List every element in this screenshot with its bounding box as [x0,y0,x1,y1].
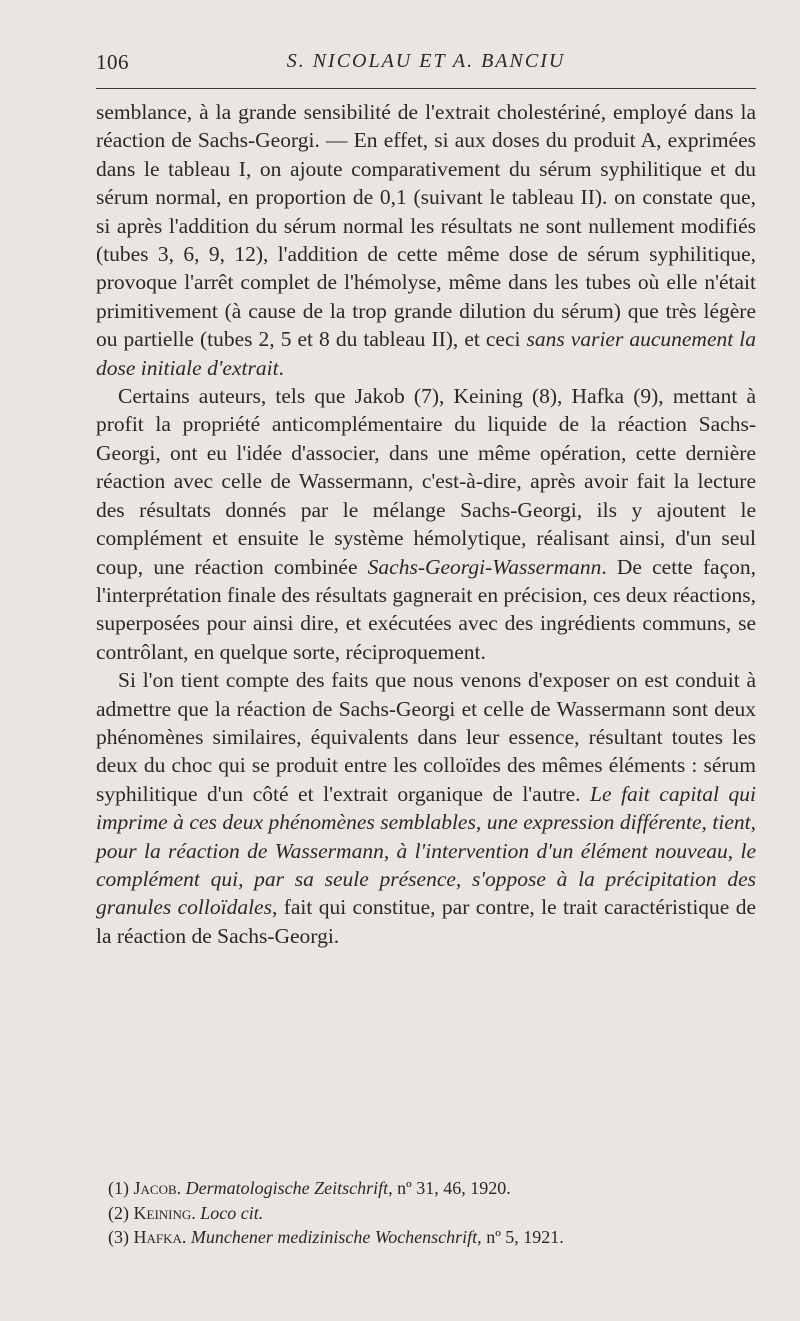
page-header [96,50,756,84]
running-head: S. NICOLAU ET A. BANCIU [286,50,566,72]
page-number: 106 [96,50,129,74]
footnote-title: Loco cit. [200,1202,264,1223]
footnote-3: (3) Hafka. Munchener medizinische Wochenschrift, nº 5, 1921. [108,1227,564,1247]
footnote-title: Dermatologische Zeitschrift, [185,1178,393,1198]
footnote-title: Munchener medizinische Wochenschrift, [190,1227,482,1247]
footnote-author: Keining. [133,1202,196,1223]
emphasis: Le fait capital qui imprime à ces deux phénomènes semblables, une expression différente, tient, pour la réaction de Wassermann, à l'intervention d'un élément nouveau, le complément qui, par sa seule présence, s'oppose à la précipitation des granules colloïdales [96,781,756,920]
emphasis: sans varier aucunement la dose initiale d'extrait [96,327,756,380]
footnote-1: (1) Jacob. Dermatologische Zeitschrift, nº 31, 46, 1920. [108,1178,511,1198]
footnote-author: Jacob. [133,1178,182,1198]
body-text [96,98,756,950]
paragraph-3: Si l'on tient compte des faits que nous venons d'exposer on est conduit à admettre que la réaction de Sachs-Georgi et celle de Wassermann sont deux phénomènes similaires, équivalents dans leur essence, résultant toutes les deux du choc qui se produit entre les colloïdes des mêmes éléments : sérum syphilitique d'un côté et l'extrait organique de l'autre. Le fait capital qui imprime à ces deux phénomènes semblables, une expression différente, tient, pour la réaction de Wassermann, à l'intervention d'un élément nouveau, le complément qui, par sa seule présence, s'oppose à la précipitation des granules colloïdales, fait qui constitue, par contre, le trait caractéristique de la réaction de Sachs-Georgi. [96,668,756,948]
paragraph-1: semblance, à la grande sensibilité de l'extrait cholestériné, employé dans la réaction de Sachs-Georgi. — En effet, si aux doses du produit A, exprimées dans le tableau I, on ajoute comparativement du sérum syphilitique et du sérum normal, en proportion de 0,1 (suivant le tableau II). on constate que, si après l'addition du sérum normal les résultats ne sont nullement modifiés (tubes 3, 6, 9, 12), l'addition de cette même dose de sérum syphilitique, provoque l'arrêt complet de l'hémolyse, même dans les tubes où elle n'était primitivement (à cause de la trop grande dilution du sérum) que très légère ou partielle (tubes 2, 5 et 8 du tableau II), et ceci sans varier aucunement la dose initiale d'extrait. [96,100,756,380]
footnote-author: Hafka. [133,1227,187,1247]
paragraph-2: Certains auteurs, tels que Jakob (7), Keining (8), Hafka (9), mettant à profit la propriété anticomplémentaire du liquide de la réaction Sachs-Georgi, ont eu l'idée d'associer, dans une même opération, cette dernière réaction avec celle de Wassermann, c'est-à-dire, après avoir fait la lecture des résultats donnés par le mélange Sachs-Georgi, ils y ajoutent le complément et ensuite le système hémolytique, réalisant ainsi, d'un seul coup, une réaction combinée Sachs-Georgi-Wassermann. De cette façon, l'interprétation finale des résultats gagnerait en précision, ces deux réactions, superposées pour ainsi dire, et exécutées avec des ingrédients communs, se contrôlant, en quelque sorte, réciproquement. [96,384,756,664]
footnotes [108,1176,748,1250]
emphasis: Sachs-Georgi-Wassermann [367,554,602,579]
header-rule [96,88,756,89]
footnote-2: (2) Keining. Loco cit. [108,1202,264,1223]
